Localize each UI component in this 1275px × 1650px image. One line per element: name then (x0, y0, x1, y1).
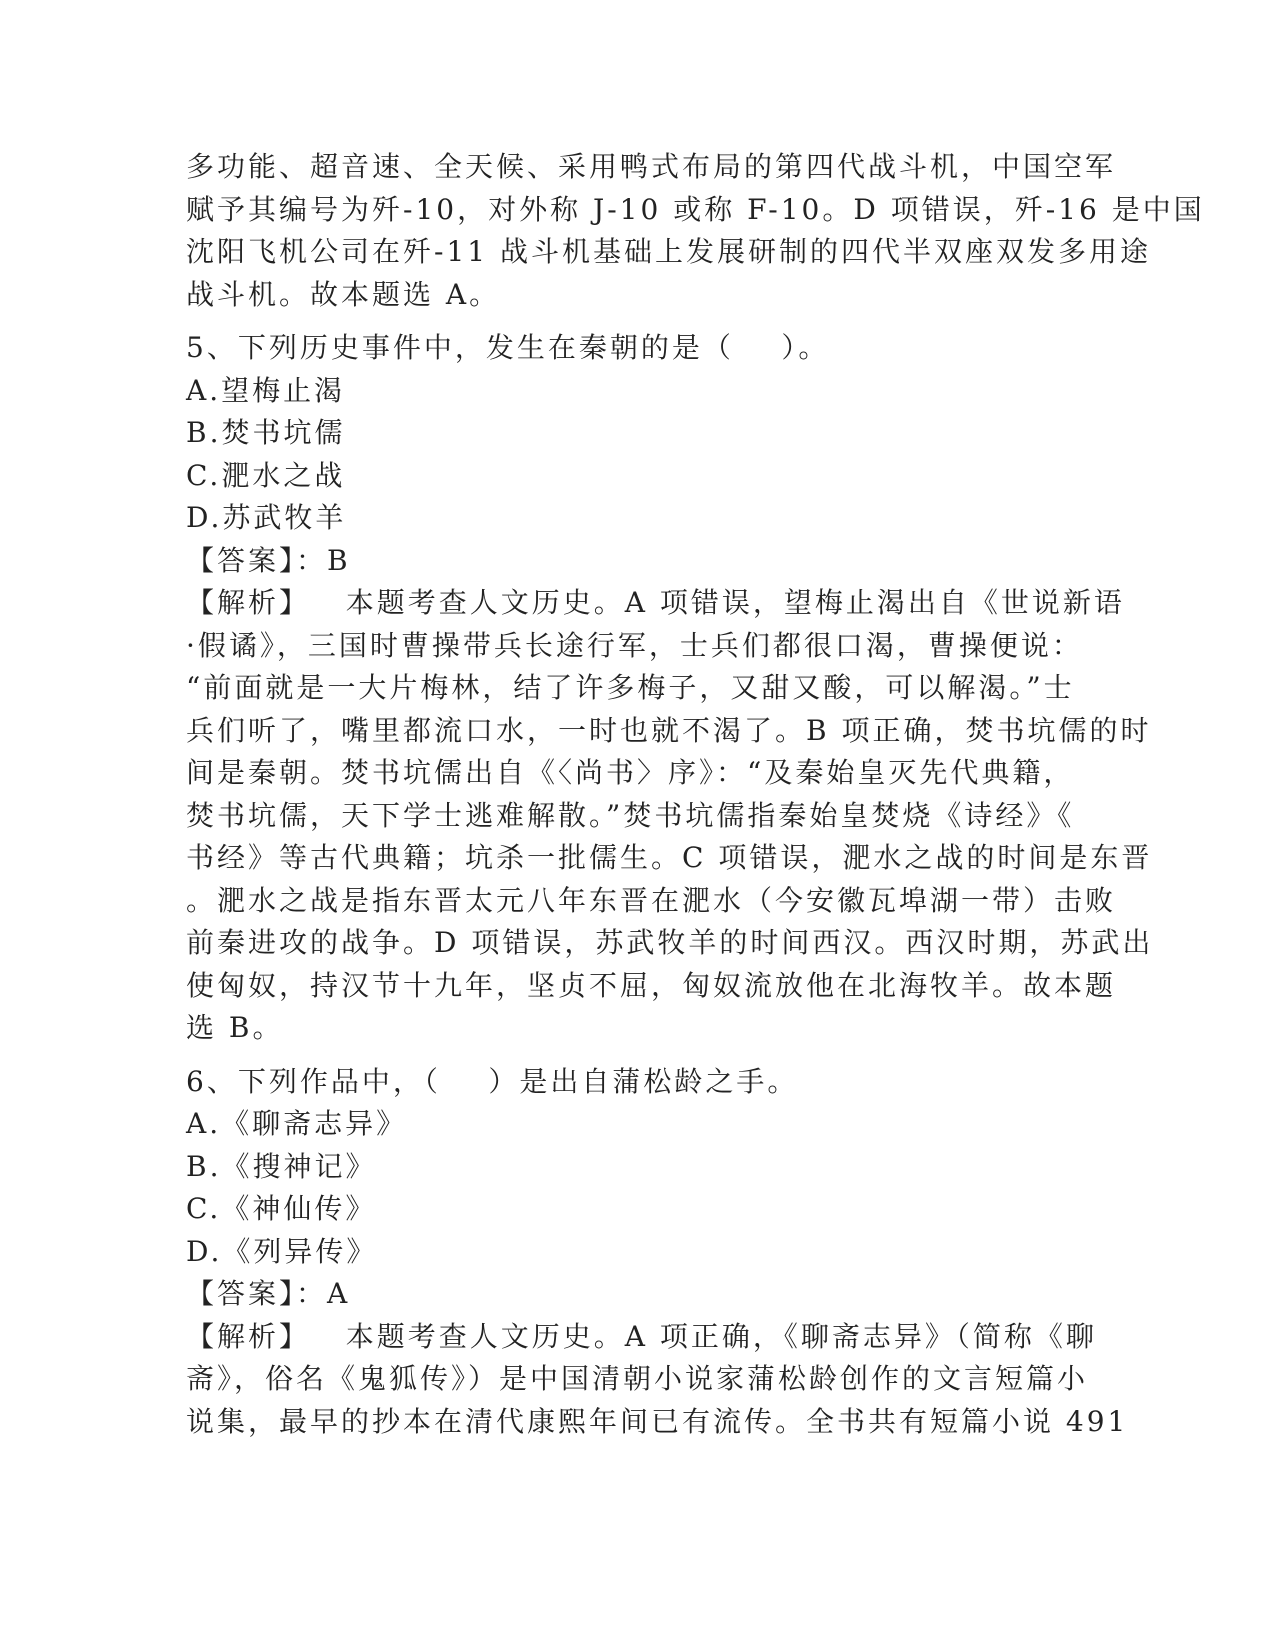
text-line: 战斗机。故本题选 A。 (186, 277, 501, 311)
text-line: 赋予其编号为歼-10，对外称 J-10 或称 F-10。D 项错误，歼-16 是中国 (186, 192, 1205, 226)
analysis-line: 说集，最早的抄本在清代康熙年间已有流传。全书共有短篇小说 491 (186, 1404, 1129, 1438)
option-d: D.《列异传》 (186, 1234, 378, 1268)
question-stem: 6、下列作品中，（ ）是出自蒲松龄之手。 (186, 1064, 799, 1098)
analysis-line: 使匈奴，持汉节十九年，坚贞不屈，匈奴流放他在北海牧羊。故本题 (186, 968, 1117, 1002)
text-line: 沈阳飞机公司在歼-11 战斗机基础上发展研制的四代半双座双发多用途 (186, 235, 1151, 268)
paragraph-gap (186, 316, 1086, 327)
question-6 (186, 1061, 1129, 1444)
analysis-line: 兵们听了，嘴里都流口水，一时也就不渴了。B 项正确，焚书坑儒的时 (186, 713, 1152, 747)
question-5 (186, 327, 1154, 1050)
previous-analysis-continuation (186, 146, 1205, 316)
analysis-line: 焚书坑儒，天下学士逃难解散。”焚书坑儒指秦始皇焚烧《诗经》《 (186, 798, 1075, 832)
analysis-line: 书经》等古代典籍；坑杀一批儒生。C 项错误，淝水之战的时间是东晋 (186, 841, 1153, 874)
option-c: C.《神仙传》 (186, 1192, 377, 1225)
analysis-line: 【解析】 本题考查人文历史。A 项错误，望梅止渴出自《世说新语 (186, 586, 1125, 619)
option-a: A.望梅止渴 (186, 373, 346, 407)
option-a: A.《聊斋志异》 (186, 1107, 408, 1140)
answer-line: 【答案】：B (186, 543, 351, 577)
answer-line: 【答案】：A (186, 1277, 351, 1310)
page-content (186, 146, 1205, 1443)
option-b: B.焚书坑儒 (186, 416, 346, 449)
analysis-line: “前面就是一大片梅林，结了许多梅子，又甜又酸，可以解渴。”士 (186, 671, 1075, 704)
analysis-block (186, 1316, 1129, 1444)
analysis-line: 。淝水之战是指东晋太元八年东晋在淝水（今安徽瓦埠湖一带）击败 (186, 883, 1117, 917)
analysis-line: 斋》，俗名《鬼狐传》）是中国清朝小说家蒲松龄创作的文言短篇小 (186, 1362, 1089, 1395)
option-c: C.淝水之战 (186, 458, 346, 492)
analysis-line: 【解析】 本题考查人文历史。A 项正确，《聊斋志异》（简称《聊 (186, 1319, 1097, 1353)
option-d: D.苏武牧羊 (186, 501, 347, 534)
analysis-line: 间是秦朝。焚书坑儒出自《〈尚书〉序》：“及秦始皇灭先代典籍， (186, 756, 1075, 789)
analysis-block (186, 582, 1154, 1050)
option-b: B.《搜神记》 (186, 1149, 377, 1183)
analysis-line: 前秦进攻的战争。D 项错误，苏武牧羊的时间西汉。西汉时期，苏武出 (186, 926, 1154, 959)
analysis-line: ·假谲》，三国时曹操带兵长途行军，士兵们都很口渴，曹操便说： (186, 628, 1083, 662)
analysis-line: 选 B。 (186, 1011, 284, 1044)
question-stem: 5、下列历史事件中，发生在秦朝的是（ ）。 (186, 331, 830, 364)
text-line: 多功能、超音速、全天候、采用鸭式布局的第四代战斗机，中国空军 (186, 150, 1117, 183)
paragraph-gap (186, 1050, 1086, 1061)
